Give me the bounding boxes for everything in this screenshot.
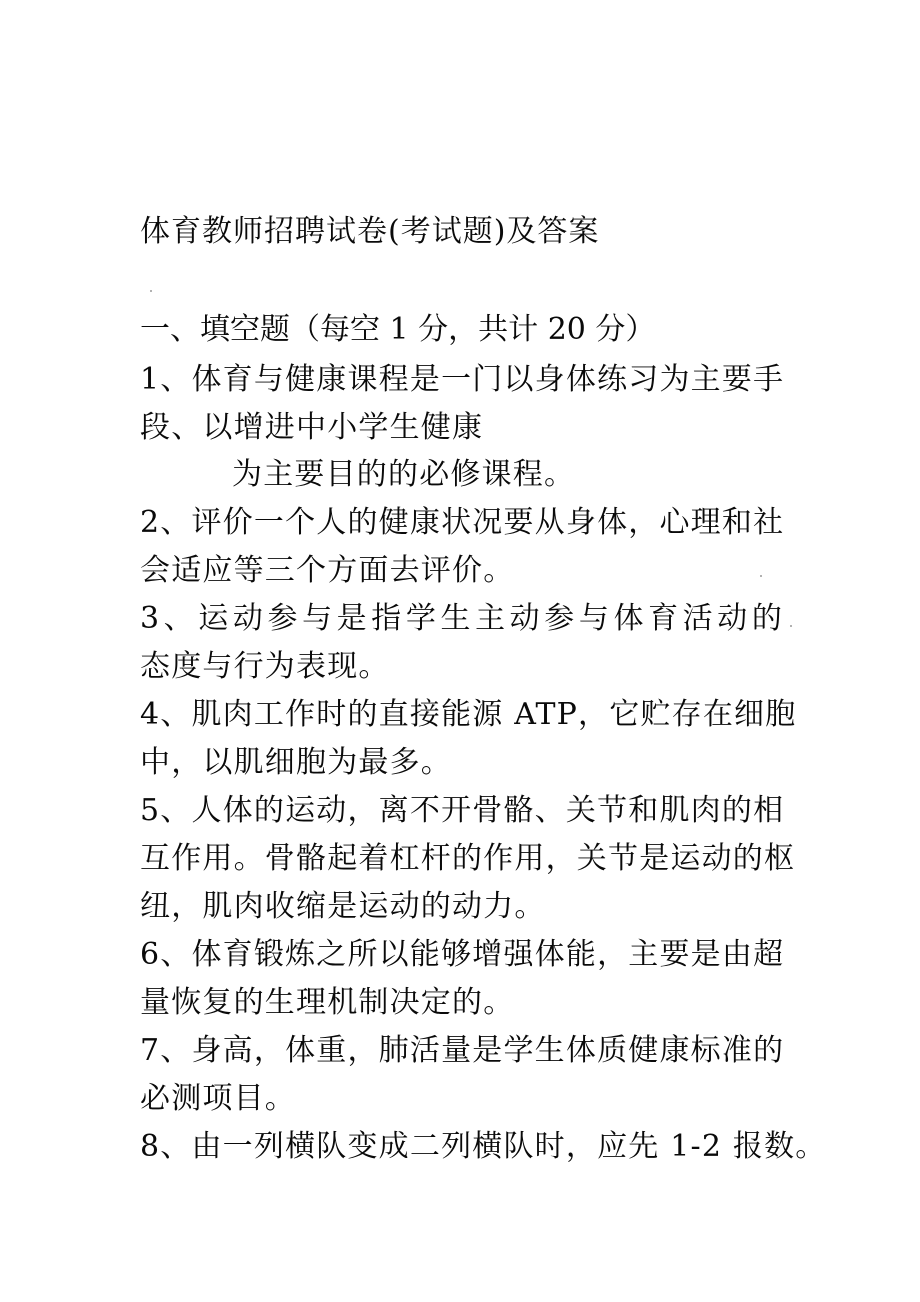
scan-speck xyxy=(790,625,792,627)
scan-speck xyxy=(150,290,152,292)
question-5-line-2: 互作用。骨骼起着杠杆的作用，关节是运动的枢 xyxy=(140,841,796,876)
question-1-line-3: 为主要目的的必修课程。 xyxy=(232,457,576,492)
question-5-line-1: 5、人体的运动，离不开骨骼、关节和肌肉的相 xyxy=(140,793,785,828)
question-4-line-1: 4、肌肉工作时的直接能源 ATP，它贮存在细胞 xyxy=(140,697,797,732)
question-3-line-1: 3、运动参与是指学生主动参与体育活动的 xyxy=(140,601,787,636)
question-6-line-2: 量恢复的生理机制决定的。 xyxy=(140,985,515,1020)
question-2-line-2: 会适应等三个方面去评价。 xyxy=(140,553,515,588)
question-5-line-3: 纽，肌肉收缩是运动的动力。 xyxy=(140,889,546,924)
question-2-line-1: 2、评价一个人的健康状况要从身体，心理和社 xyxy=(140,505,785,540)
scan-speck xyxy=(760,575,762,577)
document-title: 体育教师招聘试卷(考试题)及答案 xyxy=(140,214,600,249)
section-heading: 一、填空题（每空 1 分，共计 20 分） xyxy=(140,312,656,347)
question-1-line-1: 1、体育与健康课程是一门以身体练习为主要手 xyxy=(140,362,785,397)
question-7-line-1: 7、身高，体重，肺活量是学生体质健康标准的 xyxy=(140,1033,785,1068)
question-7-line-2: 必测项目。 xyxy=(140,1081,296,1116)
question-3-line-2: 态度与行为表现。 xyxy=(140,649,390,684)
question-8-line-1: 8、由一列横队变成二列横队时，应先 1-2 报数。 xyxy=(140,1129,827,1164)
question-4-line-2: 中，以肌细胞为最多。 xyxy=(140,745,452,780)
question-6-line-1: 6、体育锻炼之所以能够增强体能，主要是由超 xyxy=(140,937,785,972)
question-1-line-2: 段、以增进中小学生健康 xyxy=(140,410,484,445)
